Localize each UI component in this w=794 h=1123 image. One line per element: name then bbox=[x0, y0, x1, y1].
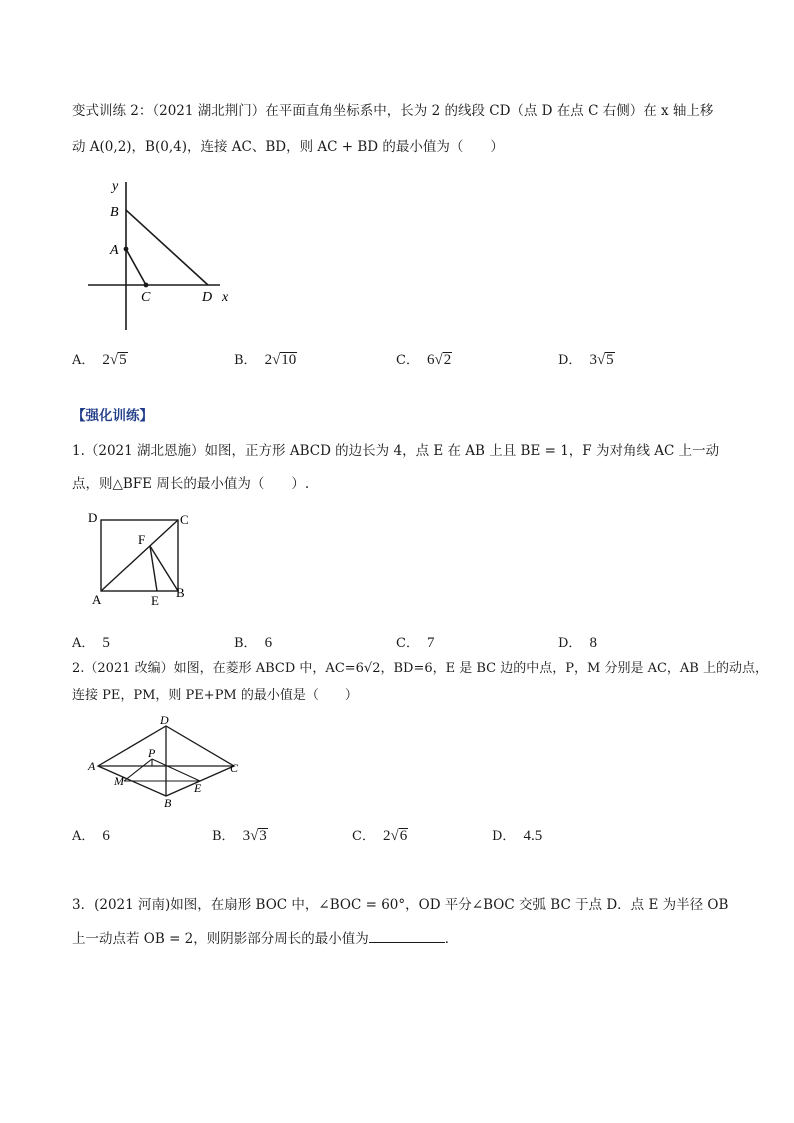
label-B: B bbox=[176, 585, 185, 600]
label-M: M bbox=[114, 774, 124, 788]
q3-line-2-end: ． bbox=[444, 931, 459, 947]
label-D: D bbox=[202, 290, 213, 305]
q3-line-2 bbox=[72, 928, 458, 949]
q2-option-d[interactable]: D． 4.5 bbox=[492, 828, 543, 844]
label-C: C bbox=[230, 761, 239, 775]
variant-question-line-1: 变式训练 2：（2021 湖北荆门）在平面直角坐标系中，长为 2 的线段 CD（点 D 在点 C 右侧）在 x 轴上移 bbox=[72, 103, 714, 119]
label-y: y bbox=[112, 179, 119, 194]
q2-option-a[interactable]: A． 6 bbox=[72, 828, 110, 844]
variant-option-a[interactable]: A． 2√5 bbox=[72, 352, 127, 368]
q3-line-2-text: 上一动点若 OB = 2，则阴影部分周长的最小值为 bbox=[72, 931, 369, 947]
q2-option-c[interactable]: C． 2√6 bbox=[352, 828, 408, 844]
rhombus-figure bbox=[84, 712, 244, 810]
section-title: 【强化训练】 bbox=[72, 408, 153, 424]
label-P: P bbox=[148, 746, 156, 760]
q2-option-b[interactable]: B． 3√3 bbox=[212, 828, 267, 844]
q2-line-2: 连接 PE，PM，则 PE+PM 的最小值是（ ） bbox=[72, 688, 358, 703]
label-x: x bbox=[222, 290, 229, 305]
label-F: F bbox=[138, 532, 146, 547]
q3-line-1: 3．(2021 河南)如图，在扇形 BOC 中，∠BOC = 60°，OD 平分∠BOC 交弧 BC 于点 D．点 E 为半径 OB bbox=[72, 897, 729, 913]
answer-blank[interactable] bbox=[369, 928, 445, 943]
label-D: D bbox=[88, 510, 98, 525]
label-A: A bbox=[88, 759, 96, 773]
variant-option-c[interactable]: C． 6√2 bbox=[396, 352, 452, 368]
q1-option-b[interactable]: B． 6 bbox=[234, 635, 273, 651]
label-E: E bbox=[151, 593, 159, 608]
coordinate-figure bbox=[80, 172, 240, 334]
variant-question-line-2: 动 A(0,2)，B(0,4)，连接 AC、BD，则 AC + BD 的最小值为（ ） bbox=[72, 139, 504, 155]
q1-option-d[interactable]: D． 8 bbox=[558, 635, 597, 651]
q2-line-1: 2.（2021 改编）如图，在菱形 ABCD 中，AC=6√2，BD=6，E 是 BC 边的中点，P，M 分别是 AC，AB 上的动点， bbox=[72, 661, 768, 676]
label-E: E bbox=[194, 781, 202, 795]
q1-option-c[interactable]: C． 7 bbox=[396, 635, 435, 651]
label-D: D bbox=[160, 713, 169, 727]
label-C: C bbox=[141, 290, 151, 305]
label-B: B bbox=[164, 796, 172, 810]
label-B: B bbox=[110, 205, 119, 220]
q1-line-2: 点，则△BFE 周长的最小值为（ ）. bbox=[72, 476, 310, 492]
label-A: A bbox=[92, 592, 102, 607]
square-figure bbox=[84, 506, 194, 610]
q1-option-a[interactable]: A． 5 bbox=[72, 635, 110, 651]
variant-option-b[interactable]: B． 2√10 bbox=[234, 352, 297, 368]
variant-option-d[interactable]: D． 3√5 bbox=[558, 352, 614, 368]
label-C: C bbox=[180, 512, 189, 527]
label-A: A bbox=[110, 243, 119, 258]
q1-line-1: 1.（2021 湖北恩施）如图，正方形 ABCD 的边长为 4，点 E 在 AB 上且 BE = 1，F 为对角线 AC 上一动 bbox=[72, 443, 720, 459]
